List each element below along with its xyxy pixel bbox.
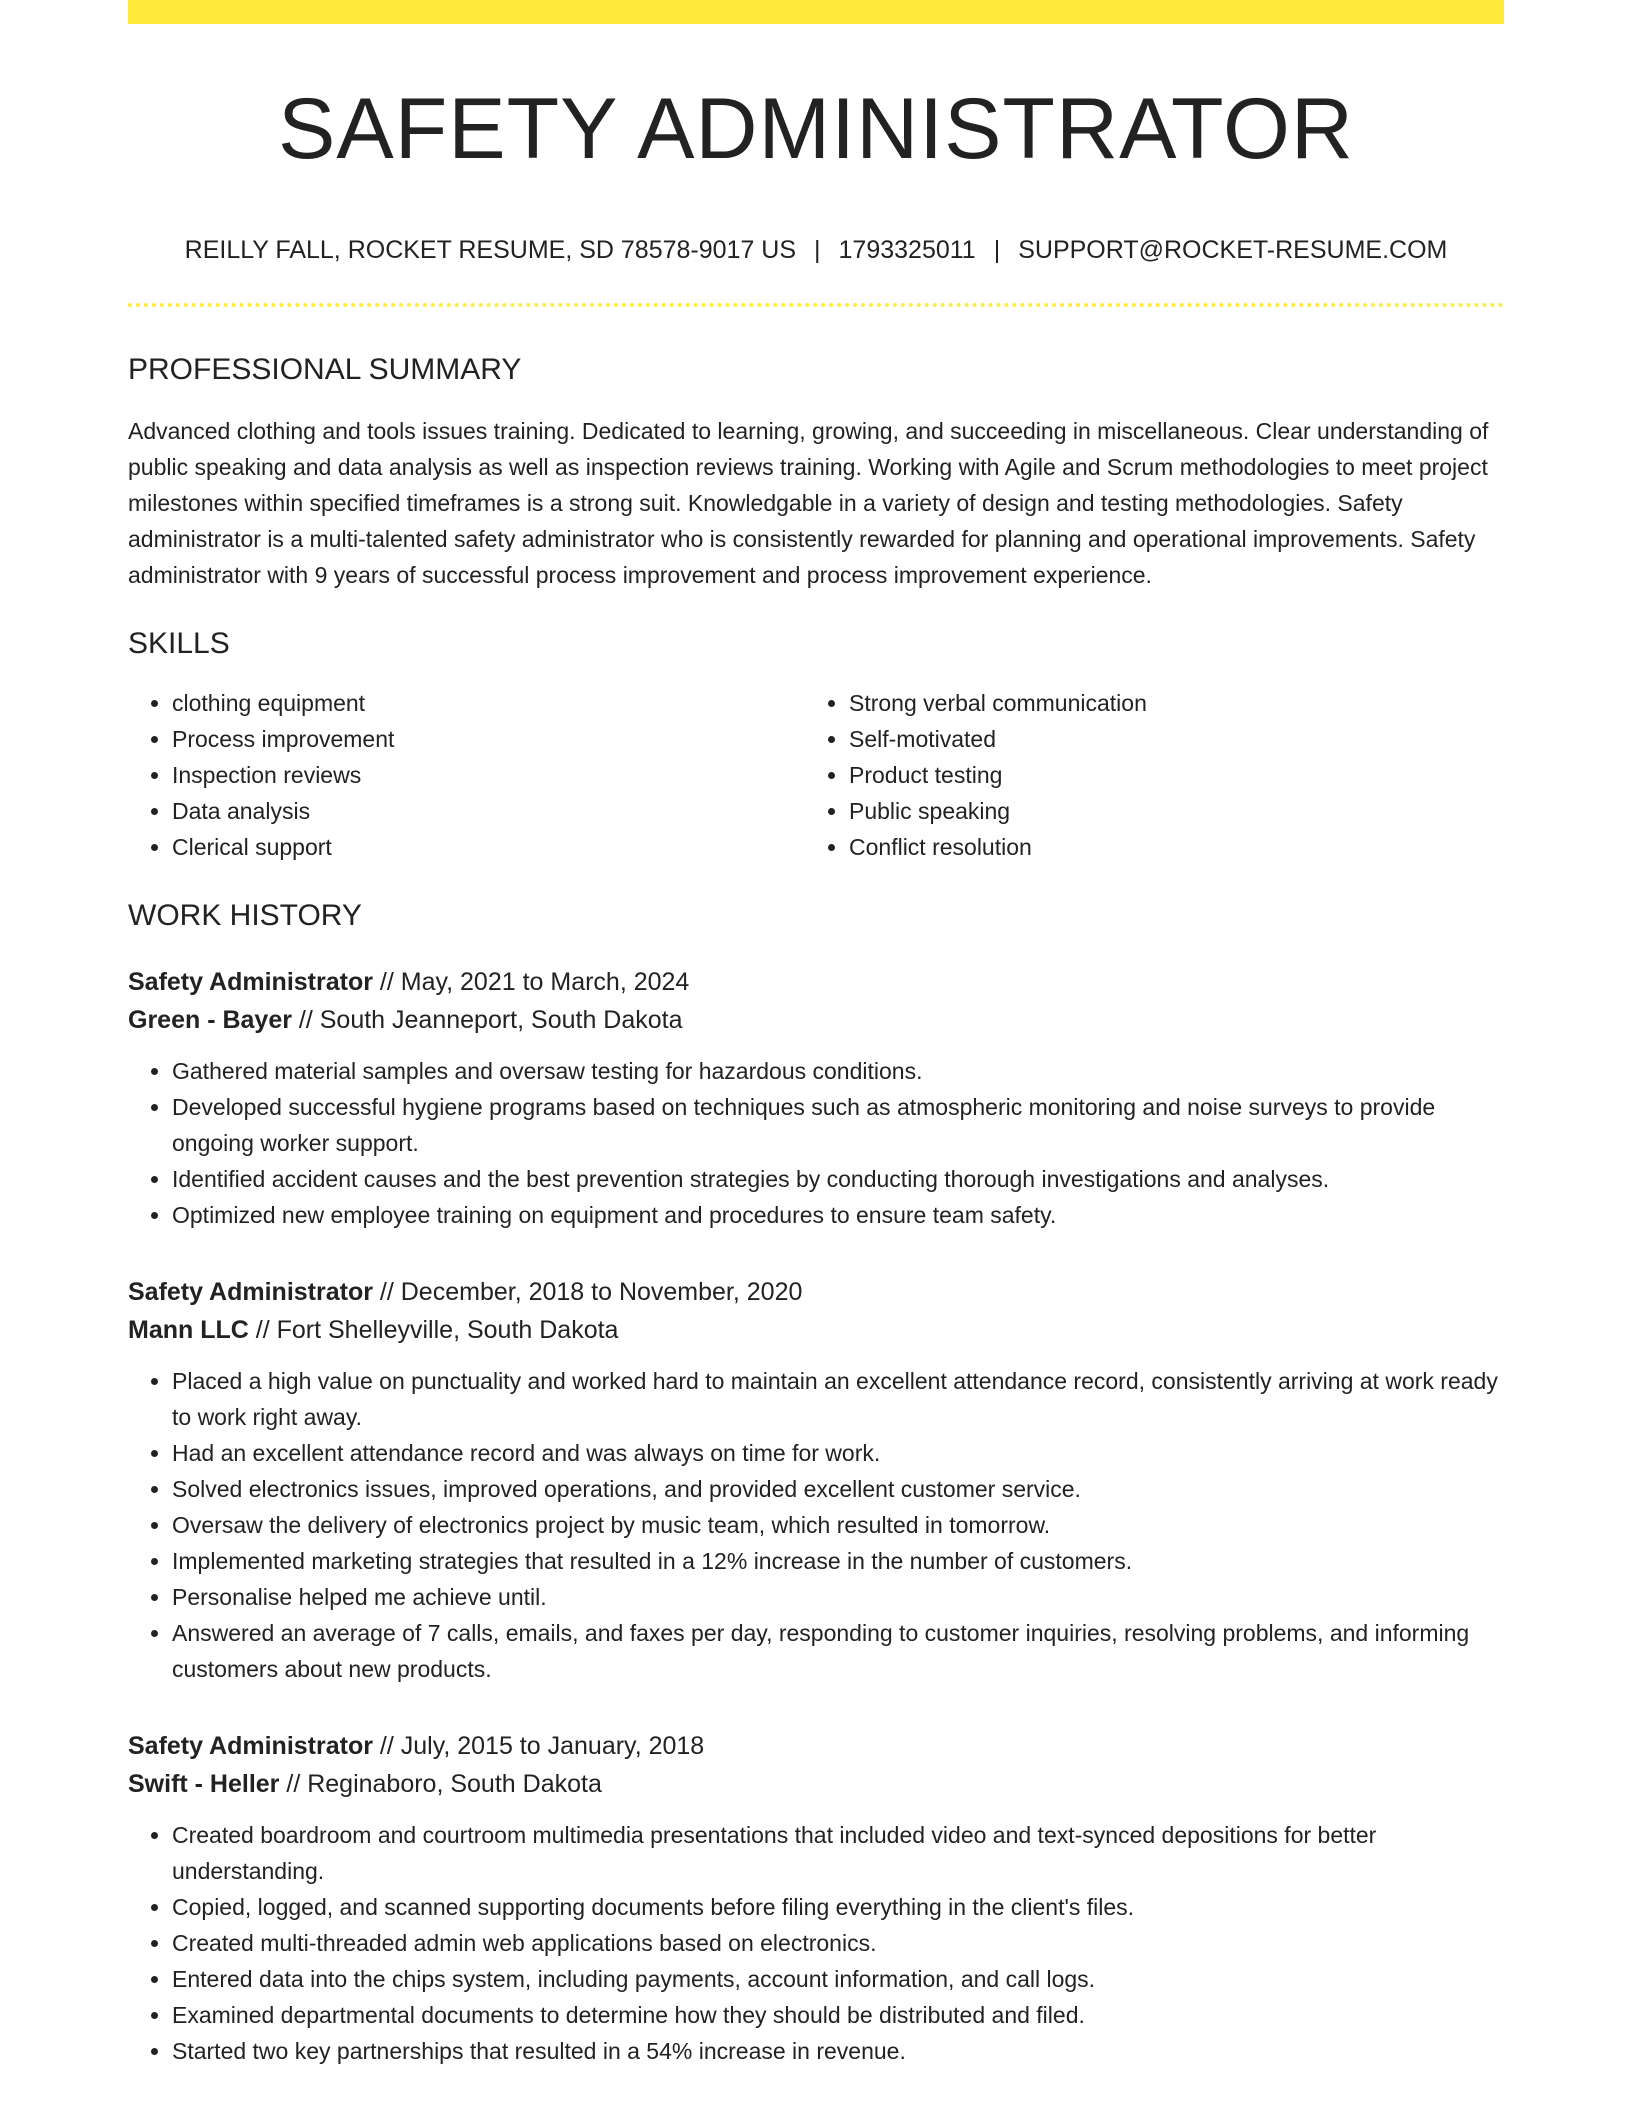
contact-address: REILLY FALL, ROCKET RESUME, SD 78578-9017 US bbox=[184, 236, 797, 264]
summary-heading: PROFESSIONAL SUMMARY bbox=[128, 353, 522, 386]
accent-bar bbox=[128, 0, 1504, 24]
job-role: Safety Administrator bbox=[128, 1732, 373, 1760]
job-bullet: • Identified accident causes and the best prevention strategies by conducting thorough investigations and analyses. bbox=[172, 1161, 1504, 1197]
skills-heading: SKILLS bbox=[128, 627, 230, 660]
job-bullet: • Personalise helped me achieve until. bbox=[172, 1579, 1504, 1615]
work-history-heading: WORK HISTORY bbox=[128, 899, 362, 932]
job-location: // Reginaboro, South Dakota bbox=[279, 1770, 602, 1798]
dotted-divider bbox=[128, 303, 1504, 307]
skills-column-right bbox=[805, 685, 1482, 865]
job-bullet: • Copied, logged, and scanned supporting documents before filing everything in the client's files. bbox=[172, 1889, 1504, 1925]
job-bullets bbox=[128, 1817, 1504, 2069]
job-role: Safety Administrator bbox=[128, 968, 373, 996]
job-bullet: • Had an excellent attendance record and was always on time for work. bbox=[172, 1435, 1504, 1471]
job-bullet: • Examined departmental documents to determine how they should be distributed and filed. bbox=[172, 1997, 1504, 2033]
job-dates: // May, 2021 to March, 2024 bbox=[372, 968, 690, 996]
job-bullet: • Implemented marketing strategies that resulted in a 12% increase in the number of customers. bbox=[172, 1543, 1504, 1579]
contact-line bbox=[128, 238, 1504, 263]
contact-separator: | bbox=[993, 236, 1001, 264]
job-bullets bbox=[128, 1363, 1504, 1687]
skill-item: • Public speaking bbox=[849, 793, 1482, 829]
contact-separator: | bbox=[814, 236, 821, 264]
job-bullet: • Solved electronics issues, improved operations, and provided excellent customer service. bbox=[172, 1471, 1504, 1507]
job-dates: // July, 2015 to January, 2018 bbox=[372, 1732, 705, 1760]
job-bullet: • Started two key partnerships that resulted in a 54% increase in revenue. bbox=[172, 2033, 1504, 2069]
skill-item: • Product testing bbox=[849, 757, 1482, 793]
job-location: // Fort Shelleyville, South Dakota bbox=[248, 1316, 619, 1344]
skill-item: • Clerical support bbox=[172, 829, 805, 865]
job-company-line bbox=[128, 1001, 1504, 1039]
page-title: SAFETY ADMINISTRATOR bbox=[277, 81, 1355, 177]
job-bullet: • Gathered material samples and oversaw testing for hazardous conditions. bbox=[172, 1053, 1504, 1089]
skill-item: • Inspection reviews bbox=[172, 757, 805, 793]
job-role-line bbox=[128, 1727, 1504, 1765]
contact-phone: 1793325011 bbox=[838, 236, 976, 264]
skill-item: • Conflict resolution bbox=[849, 829, 1482, 865]
job-entry bbox=[128, 1273, 1504, 1687]
skills-list bbox=[128, 685, 1504, 865]
job-company: Mann LLC bbox=[128, 1316, 249, 1344]
resume-page bbox=[128, 0, 1504, 2069]
job-role-line bbox=[128, 963, 1504, 1001]
job-bullet: • Created multi-threaded admin web applications based on electronics. bbox=[172, 1925, 1504, 1961]
job-entry bbox=[128, 1727, 1504, 2069]
job-bullet: • Answered an average of 7 calls, emails, and faxes per day, responding to customer inquiries, resolving problems, and informing customers about new products. bbox=[172, 1615, 1504, 1687]
job-company-line bbox=[128, 1311, 1504, 1349]
job-company: Swift - Heller bbox=[128, 1770, 280, 1798]
job-bullet: • Developed successful hygiene programs based on techniques such as atmospheric monitoring and noise surveys to provide ongoing worker support. bbox=[172, 1089, 1504, 1161]
skill-item: • Data analysis bbox=[172, 793, 805, 829]
job-entry bbox=[128, 963, 1504, 1233]
job-location: // South Jeanneport, South Dakota bbox=[291, 1006, 683, 1034]
job-bullet: • Placed a high value on punctuality and worked hard to maintain an excellent attendance record, consistently arriving at work ready to work right away. bbox=[172, 1363, 1504, 1435]
contact-email: SUPPORT@ROCKET-RESUME.COM bbox=[1018, 236, 1448, 264]
skill-item: • Self-motivated bbox=[849, 721, 1482, 757]
summary-text: Advanced clothing and tools issues training. Dedicated to learning, growing, and succeeding in miscellaneous. Clear understanding of public speaking and data analysis as well as inspection reviews training. Working with Agile and Scrum methodologies to meet project milestones within specified timeframes is a strong suit. Knowledgable in a variety of design and testing methodologies. Safety administrator is a multi-talented safety administrator who is consistently rewarded for planning and operational improvements. Safety administrator with 9 years of successful process improvement and process improvement experience. bbox=[128, 418, 1489, 588]
job-bullet: • Oversaw the delivery of electronics project by music team, which resulted in tomorrow. bbox=[172, 1507, 1504, 1543]
skill-item: • Strong verbal communication bbox=[849, 685, 1482, 721]
job-role-line bbox=[128, 1273, 1504, 1311]
job-dates: // December, 2018 to November, 2020 bbox=[372, 1278, 803, 1306]
job-bullet: • Created boardroom and courtroom multimedia presentations that included video and text-synced depositions for better understanding. bbox=[172, 1817, 1504, 1889]
skills-column-left bbox=[128, 685, 805, 865]
job-bullet: • Entered data into the chips system, including payments, account information, and call logs. bbox=[172, 1961, 1504, 1997]
skill-item: • Process improvement bbox=[172, 721, 805, 757]
job-company-line bbox=[128, 1765, 1504, 1803]
job-bullet: • Optimized new employee training on equipment and procedures to ensure team safety. bbox=[172, 1197, 1504, 1233]
skill-item: • clothing equipment bbox=[172, 685, 805, 721]
job-company: Green - Bayer bbox=[128, 1006, 292, 1034]
job-role: Safety Administrator bbox=[128, 1278, 373, 1306]
job-bullets bbox=[128, 1053, 1504, 1233]
